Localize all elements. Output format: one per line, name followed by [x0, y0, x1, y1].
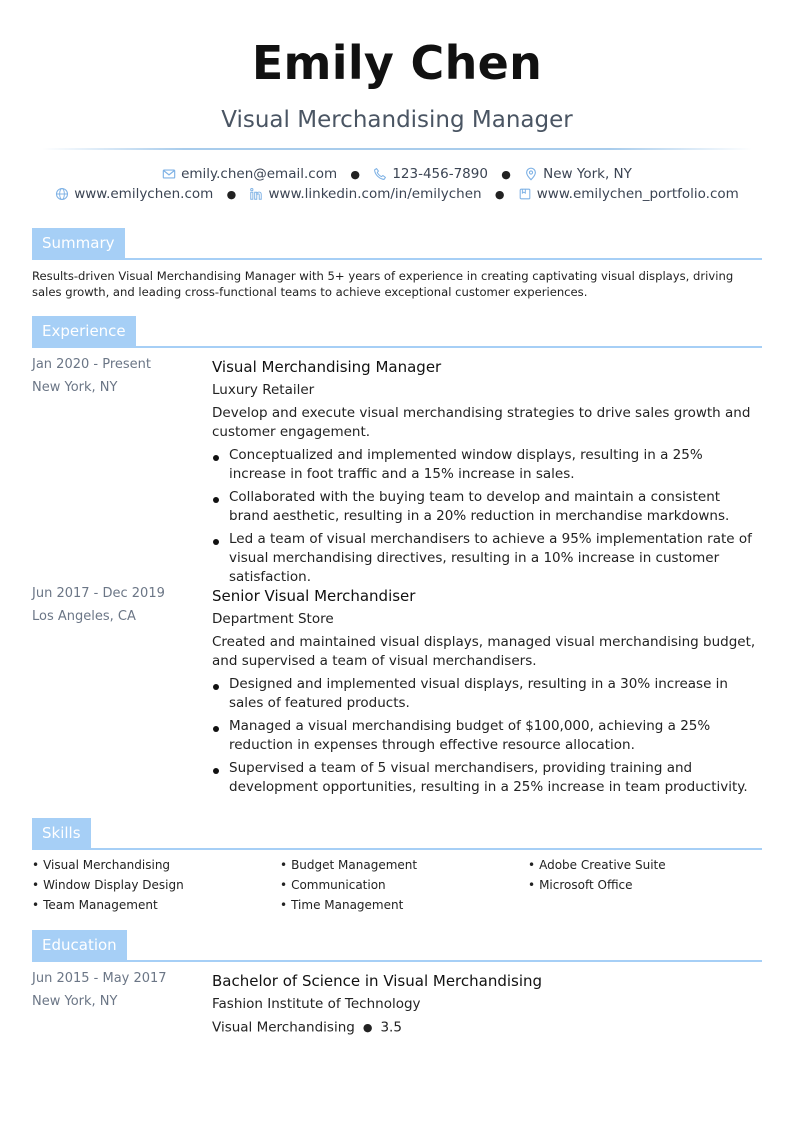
job-dates: Jan 2020 - Present	[32, 357, 151, 372]
education-meta	[32, 971, 202, 1017]
job-meta	[32, 586, 202, 632]
education-details	[212, 1018, 762, 1041]
skill-bullet: •	[280, 878, 288, 892]
job-position-title: Visual Merchandising Manager	[212, 358, 442, 376]
skill-bullet: •	[32, 858, 40, 872]
candidate-name: Emily Chen	[251, 36, 543, 90]
separator: ●	[226, 187, 237, 201]
section-rule	[32, 346, 762, 348]
phone-icon	[373, 167, 387, 181]
skill-item	[280, 877, 528, 893]
location-item	[524, 166, 632, 182]
school-name: Fashion Institute of Technology	[212, 996, 421, 1012]
gpa: 3.5	[380, 1019, 402, 1036]
skill-label: Time Management	[291, 898, 404, 912]
portfolio-item[interactable]	[518, 186, 739, 202]
skill-item	[32, 877, 280, 893]
job-achievements	[212, 446, 762, 587]
job-description: Created and maintained visual displays, managed visual merchandising budget, and supervised a team of visual merchandisers.	[212, 634, 756, 669]
section-rule	[32, 258, 762, 260]
skill-bullet: •	[280, 858, 288, 872]
skill-bullet: •	[280, 898, 288, 912]
email-item[interactable]	[162, 166, 337, 182]
education-location: New York, NY	[32, 994, 118, 1009]
skill-item	[528, 877, 762, 893]
job-entry	[212, 357, 762, 591]
email-icon	[162, 167, 176, 181]
achievement-bullet: Collaborated with the buying team to develop and maintain a consistent brand aesthetic, resulting in a 20% reduction in merchandise markdowns.	[212, 488, 762, 526]
achievement-bullet: Designed and implemented visual displays, resulting in a 30% increase in sales of featured products.	[212, 675, 762, 713]
skill-label: Adobe Creative Suite	[539, 858, 666, 872]
email-text: emily.chen@email.com	[181, 166, 338, 182]
skill-bullet: •	[528, 858, 536, 872]
portfolio-icon	[518, 187, 532, 201]
website-item[interactable]	[55, 186, 213, 202]
header-divider	[42, 148, 752, 150]
degree-title: Bachelor of Science in Visual Merchandising	[212, 972, 543, 990]
job-company: Department Store	[212, 611, 334, 627]
linkedin-icon	[249, 187, 263, 201]
skill-label: Microsoft Office	[539, 878, 633, 892]
education-heading: Education	[32, 930, 127, 960]
skill-item	[528, 857, 762, 873]
linkedin-item[interactable]	[249, 186, 481, 202]
contact-row-secondary	[0, 186, 794, 202]
portfolio-text: www.emilychen_portfolio.com	[536, 186, 739, 202]
contact-row-primary	[0, 166, 794, 182]
job-dates: Jun 2017 - Dec 2019	[32, 586, 165, 601]
job-location: Los Angeles, CA	[32, 609, 136, 624]
skill-item	[32, 857, 280, 873]
summary-text: Results-driven Visual Merchandising Manager with 5+ years of experience in creating captivating visual displays, driving sales growth, and leading cross-functional teams to achieve exceptional customer experiences.	[32, 269, 734, 299]
separator: ●	[362, 1021, 373, 1034]
achievement-bullet: Led a team of visual merchandisers to achieve a 95% implementation rate of visual merchandising directives, resulting in a 10% increase in customer satisfaction.	[212, 530, 762, 587]
skills-section-header	[32, 818, 762, 850]
skill-item	[280, 897, 528, 913]
skills-grid	[32, 857, 762, 913]
skill-bullet: •	[32, 898, 40, 912]
job-achievements	[212, 675, 762, 797]
field-of-study: Visual Merchandising	[212, 1019, 355, 1036]
job-title: Visual Merchandising Manager	[221, 107, 573, 133]
linkedin-text: www.linkedin.com/in/emilychen	[268, 186, 482, 202]
section-rule	[32, 848, 762, 850]
skills-heading: Skills	[32, 818, 91, 848]
skill-label: Visual Merchandising	[43, 858, 171, 872]
summary-section-header	[32, 228, 762, 260]
education-dates: Jun 2015 - May 2017	[32, 971, 167, 986]
summary-heading: Summary	[32, 228, 125, 258]
separator: ●	[350, 167, 361, 181]
skill-item	[280, 857, 528, 873]
location-pin-icon	[524, 167, 538, 181]
experience-section-header	[32, 316, 762, 348]
skill-label: Budget Management	[291, 858, 418, 872]
skill-item	[32, 897, 280, 913]
skill-label: Team Management	[43, 898, 158, 912]
job-description: Develop and execute visual merchandising strategies to drive sales growth and customer engagement.	[212, 405, 751, 440]
achievement-bullet: Conceptualized and implemented window displays, resulting in a 25% increase in foot traffic and a 15% increase in sales.	[212, 446, 762, 484]
section-rule	[32, 960, 762, 962]
phone-text: 123-456-7890	[392, 166, 488, 182]
skill-bullet: •	[32, 878, 40, 892]
job-location: New York, NY	[32, 380, 118, 395]
globe-icon	[55, 187, 69, 201]
education-entry	[212, 971, 762, 1041]
skill-label: Communication	[291, 878, 386, 892]
phone-item[interactable]	[373, 166, 488, 182]
separator: ●	[501, 167, 511, 181]
job-meta	[32, 357, 202, 403]
skill-label: Window Display Design	[43, 878, 184, 892]
skill-bullet: •	[528, 878, 536, 892]
website-text: www.emilychen.com	[74, 186, 214, 202]
experience-heading: Experience	[32, 316, 136, 346]
location-text: New York, NY	[543, 166, 632, 182]
job-position-title: Senior Visual Merchandiser	[212, 587, 416, 605]
separator: ●	[494, 187, 505, 201]
education-section-header	[32, 930, 762, 962]
job-entry	[212, 586, 762, 801]
achievement-bullet: Supervised a team of 5 visual merchandisers, providing training and development opportunities, resulting in a 25% increase in team productivity.	[212, 759, 762, 797]
job-company: Luxury Retailer	[212, 382, 315, 398]
achievement-bullet: Managed a visual merchandising budget of $100,000, achieving a 25% reduction in expenses through effective resource allocation.	[212, 717, 762, 755]
